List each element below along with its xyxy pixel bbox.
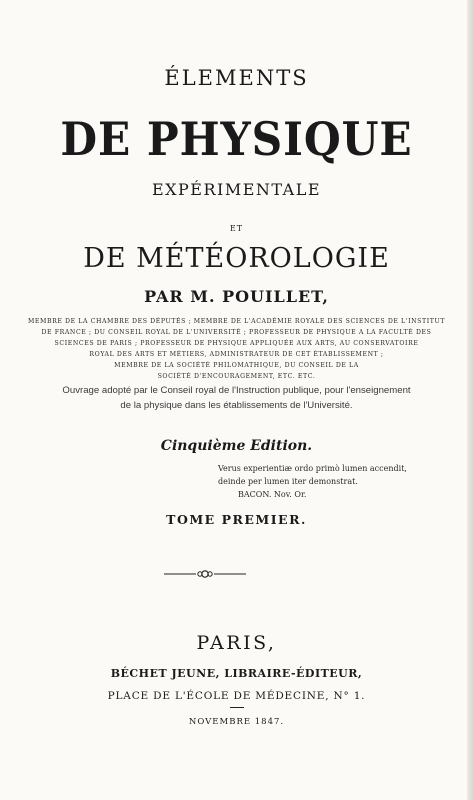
title-line-elements: ÉLEMENTS bbox=[164, 66, 309, 90]
adoption-notice bbox=[0, 383, 473, 413]
credential-line: SOCIÉTÉ D'ENCOURAGEMENT, ETC. ETC. bbox=[157, 373, 316, 380]
page-edge-shadow bbox=[467, 0, 473, 800]
author-credentials bbox=[0, 316, 473, 382]
ornament-divider bbox=[160, 566, 250, 582]
epigraph bbox=[218, 462, 407, 501]
author-line: PAR M. POUILLET, bbox=[144, 287, 329, 306]
credential-line: SCIENCES DE PARIS ; PROFESSEUR DE PHYSIQUE APPLIQUÉE AUX ARTS, AU CONSERVATOIRE bbox=[54, 340, 419, 347]
edition-label: Cinquième Edition. bbox=[160, 438, 313, 454]
adoption-line: Ouvrage adopté par le Conseil royal de l'Instruction publique, pour l'enseignement bbox=[62, 385, 411, 396]
credential-line: MEMBRE DE LA CHAMBRE DES DÉPUTÉS ; MEMBRE DE L'ACADÉMIE ROYALE DES SCIENCES DE L'INSTITUT bbox=[27, 318, 446, 325]
epigraph-line: Verus experientiæ ordo primò lumen accendit, bbox=[218, 464, 407, 473]
imprint-publisher: BÉCHET JEUNE, LIBRAIRE-ÉDITEUR, bbox=[110, 667, 363, 680]
title-line-meteorologie: DE MÉTÉOROLOGIE bbox=[83, 243, 390, 274]
epigraph-attribution: BACON. Nov. Or. bbox=[238, 490, 307, 499]
imprint-address: PLACE DE L'ÉCOLE DE MÉDECINE, N° 1. bbox=[107, 690, 366, 702]
epigraph-line: deinde per lumen iter demonstrat. bbox=[218, 477, 358, 486]
imprint-city: PARIS, bbox=[196, 632, 277, 654]
adoption-line: de la physique dans les établissements de l'Université. bbox=[120, 400, 353, 411]
credential-line: ROYAL DES ARTS ET MÉTIERS, ADMINISTRATEUR DE CET ÉTABLISSEMENT ; bbox=[89, 351, 384, 358]
short-rule bbox=[230, 707, 244, 708]
imprint-date: NOVEMBRE 1847. bbox=[188, 717, 285, 727]
credential-line: MEMBRE DE LA SOCIÉTÉ PHILOMATHIQUE, DU CONSEIL DE LA bbox=[114, 362, 359, 369]
title-line-experimentale: EXPÉRIMENTALE bbox=[151, 180, 322, 199]
credential-line: DE FRANCE ; DU CONSEIL ROYAL DE L'UNIVERSITÉ ; PROFESSEUR DE PHYSIQUE A LA FACULTÉ DES bbox=[41, 329, 432, 336]
volume-label: TOME PREMIER. bbox=[166, 512, 307, 527]
title-line-et: ET bbox=[229, 224, 244, 233]
title-line-physique: DE PHYSIQUE bbox=[60, 112, 413, 166]
